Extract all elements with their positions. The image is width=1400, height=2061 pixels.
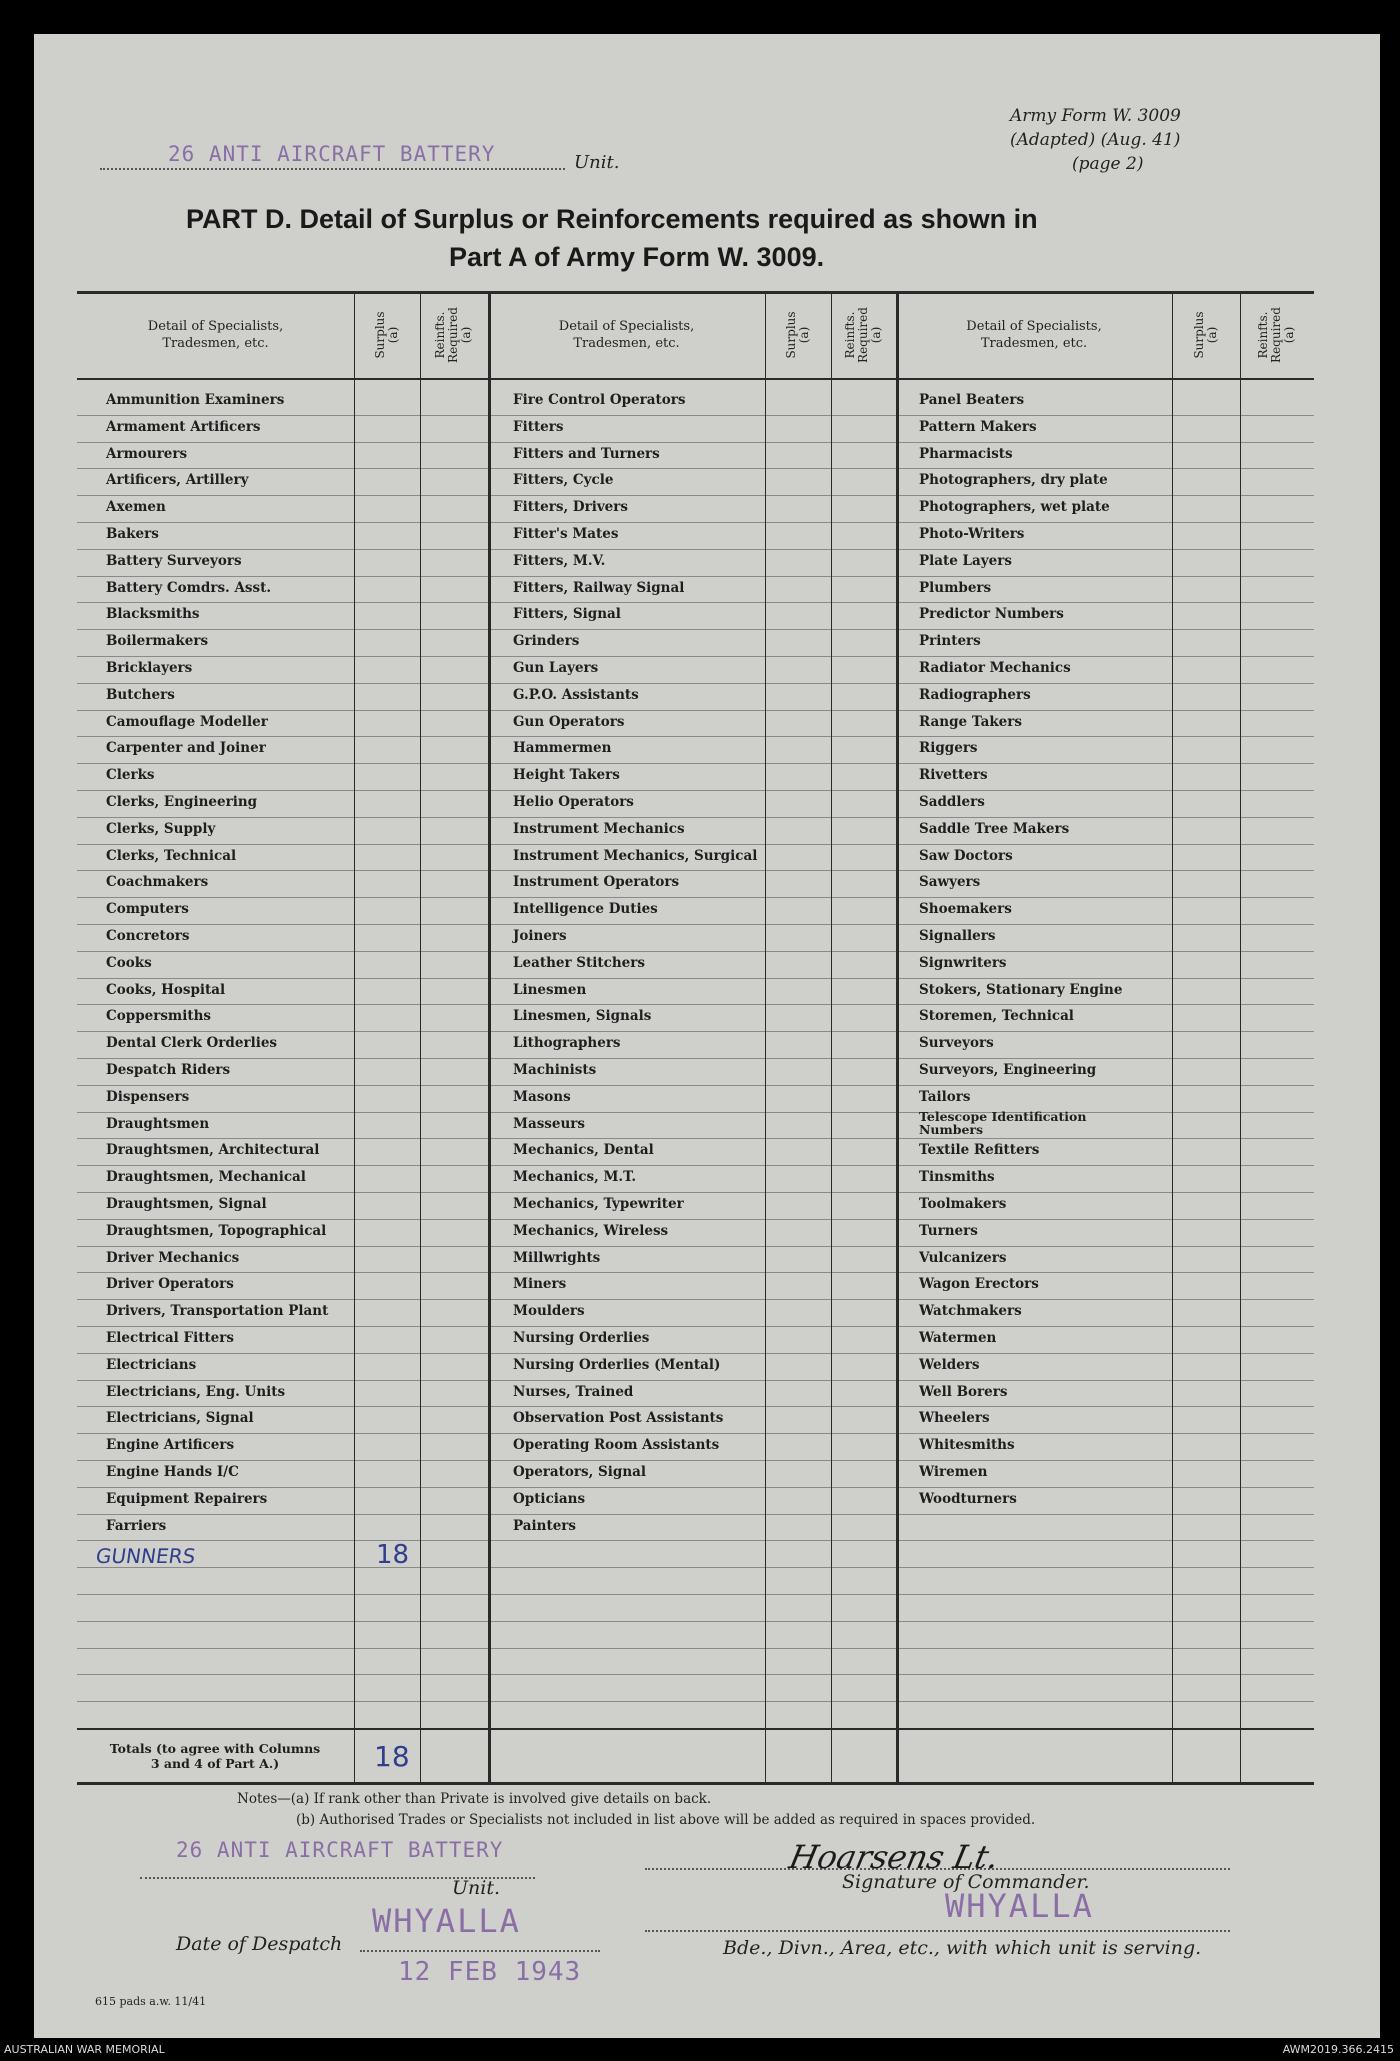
- table-bottom-rule: [77, 1782, 1314, 1785]
- trade-name: Joiners: [513, 928, 567, 944]
- table-row-rule: [77, 1219, 1314, 1220]
- trade-name: Instrument Operators: [513, 874, 680, 890]
- detail-header-line1: Detail of Specialists,: [558, 319, 695, 334]
- trade-name: Watermen: [919, 1330, 997, 1346]
- table-row-rule: [77, 763, 1314, 764]
- table-row-rule: [77, 1246, 1314, 1247]
- table-row-rule: [77, 602, 1314, 603]
- trade-name: Storemen, Technical: [919, 1008, 1074, 1024]
- trade-name: Mechanics, Typewriter: [513, 1196, 684, 1212]
- surplus-header: [785, 295, 811, 375]
- trade-name: Radiographers: [919, 687, 1031, 703]
- date-place-stamp: WHYALLA: [372, 1902, 521, 1940]
- table-row-rule: [77, 1487, 1314, 1488]
- surplus-header-text: Surplus: [784, 311, 798, 359]
- trade-name: Woodturners: [919, 1491, 1017, 1507]
- date-label: Date of Despatch: [176, 1933, 343, 1955]
- reinforcements-header: [844, 295, 884, 375]
- surplus-header: [1193, 295, 1219, 375]
- date-line: [360, 1950, 600, 1952]
- column-divider: [831, 291, 832, 1782]
- reinforcements-header-sub: (a): [459, 326, 473, 344]
- table-row-rule: [77, 1380, 1314, 1381]
- surplus-header-sub: (a): [386, 326, 400, 344]
- unit-dotted-line: [100, 168, 565, 170]
- trade-name: Computers: [106, 901, 189, 917]
- table-row-rule: [77, 1433, 1314, 1434]
- totals-label-line2: 3 and 4 of Part A.): [150, 1756, 280, 1771]
- table-row-rule: [77, 1004, 1314, 1005]
- trade-name: Shoemakers: [919, 901, 1012, 917]
- trade-name: Rivetters: [919, 767, 988, 783]
- trade-name: Wagon Erectors: [919, 1276, 1039, 1292]
- note-b: (b) Authorised Trades or Specialists not included in list above will be added as required in spaces provided.: [296, 1812, 1036, 1828]
- trade-name: Electrical Fitters: [106, 1330, 234, 1346]
- trade-name: Farriers: [106, 1518, 167, 1534]
- table-row-rule: [77, 844, 1314, 845]
- archive-caption-bar: [0, 2040, 1400, 2061]
- reinforcements-header: [1257, 295, 1297, 375]
- trade-name: Stokers, Stationary Engine: [919, 982, 1123, 998]
- trade-name: Bricklayers: [106, 660, 193, 676]
- detail-header-line2: Tradesmen, etc.: [980, 336, 1088, 351]
- trade-name: Battery Surveyors: [106, 553, 242, 569]
- trade-name: Fire Control Operators: [513, 392, 686, 408]
- table-row-rule: [77, 1192, 1314, 1193]
- bde-label: Bde., Divn., Area, etc., with which unit is serving.: [723, 1937, 1202, 1959]
- trade-name: Pattern Makers: [919, 419, 1037, 435]
- trade-name: Leather Stitchers: [513, 955, 645, 971]
- trade-name: Electricians, Eng. Units: [106, 1384, 286, 1400]
- trade-name: Tailors: [919, 1089, 971, 1105]
- trade-name: Operating Room Assistants: [513, 1437, 720, 1453]
- trade-name: Clerks, Engineering: [106, 794, 258, 810]
- trade-name: Gun Layers: [513, 660, 599, 676]
- table-row-rule: [77, 468, 1314, 469]
- reinforcements-header-line1: Reinfts.: [842, 311, 857, 359]
- trade-name: Whitesmiths: [919, 1437, 1015, 1453]
- table-row-rule: [77, 522, 1314, 523]
- table-row-rule: [77, 495, 1314, 496]
- table-row-rule: [77, 1540, 1314, 1541]
- table-row-rule: [77, 736, 1314, 737]
- handwritten-trade-entry: GUNNERS: [94, 1544, 197, 1568]
- trade-name: Linesmen: [513, 982, 587, 998]
- trade-name: Lithographers: [513, 1035, 621, 1051]
- trade-name: Ammunition Examiners: [106, 392, 285, 408]
- handwritten-surplus-value: 18: [376, 1540, 410, 1570]
- trade-name: Battery Comdrs. Asst.: [106, 580, 272, 596]
- archive-left-caption: AUSTRALIAN WAR MEMORIAL: [4, 2043, 165, 2056]
- trade-name: Millwrights: [513, 1250, 601, 1266]
- footer-unit-label: Unit.: [452, 1877, 501, 1899]
- table-row-rule: [77, 1594, 1314, 1595]
- reinforcements-header: [434, 295, 474, 375]
- trade-name: Camouflage Modeller: [106, 714, 268, 730]
- trade-name: Driver Operators: [106, 1276, 234, 1292]
- trade-name: Pharmacists: [919, 446, 1013, 462]
- trade-name: Fitters, Signal: [513, 606, 621, 622]
- detail-header-line1: Detail of Specialists,: [147, 319, 284, 334]
- trade-name: Instrument Mechanics, Surgical: [513, 848, 758, 864]
- trade-name: Concretors: [106, 928, 190, 944]
- trade-name: Photographers, wet plate: [919, 499, 1110, 515]
- trade-name: Toolmakers: [919, 1196, 1007, 1212]
- table-row-rule: [77, 978, 1314, 979]
- trade-name: Electricians: [106, 1357, 197, 1373]
- unit-stamp: 26 ANTI AIRCRAFT BATTERY: [168, 142, 496, 166]
- trade-name: Mechanics, M.T.: [513, 1169, 637, 1185]
- trade-name: Sawyers: [919, 874, 981, 890]
- trade-name: Clerks, Technical: [106, 848, 237, 864]
- table-row-rule: [77, 1165, 1314, 1166]
- trade-name: Butchers: [106, 687, 175, 703]
- table-row-rule: [77, 549, 1314, 550]
- table-row-rule: [77, 1701, 1314, 1702]
- trade-name: Surveyors, Engineering: [919, 1062, 1097, 1078]
- trade-name: Clerks, Supply: [106, 821, 216, 837]
- trade-name: Draughtsmen, Mechanical: [106, 1169, 306, 1185]
- table-row-rule: [77, 1353, 1314, 1354]
- trade-name: Armament Artificers: [106, 419, 261, 435]
- table-row-rule: [77, 1514, 1314, 1515]
- trade-name: Driver Mechanics: [106, 1250, 240, 1266]
- trade-name: Height Takers: [513, 767, 620, 783]
- trade-name: Predictor Numbers: [919, 606, 1064, 622]
- trade-name: Draughtsmen, Signal: [106, 1196, 267, 1212]
- form-id-line2: (Adapted) (Aug. 41): [1010, 130, 1181, 150]
- trade-name: Axemen: [106, 499, 166, 515]
- trade-name: Clerks: [106, 767, 155, 783]
- table-row-rule: [77, 1299, 1314, 1300]
- reinforcements-header-line2: Required: [446, 307, 460, 363]
- column-divider: [1172, 291, 1173, 1782]
- table-row-rule: [77, 1085, 1314, 1086]
- form-id-line3: (page 2): [1072, 154, 1144, 174]
- trade-name: Observation Post Assistants: [513, 1410, 724, 1426]
- trade-name: Dispensers: [106, 1089, 190, 1105]
- table-row-rule: [77, 1460, 1314, 1461]
- trade-name: Fitters, M.V.: [513, 553, 606, 569]
- trade-name: Linesmen, Signals: [513, 1008, 652, 1024]
- table-row-rule: [77, 415, 1314, 416]
- trade-name: Cooks, Hospital: [106, 982, 226, 998]
- trade-name: Equipment Repairers: [106, 1491, 268, 1507]
- trade-name: Masseurs: [513, 1116, 586, 1132]
- trade-name: Textile Refitters: [919, 1142, 1040, 1158]
- detail-header: [488, 318, 765, 352]
- trade-name: G.P.O. Assistants: [513, 687, 639, 703]
- trade-name: Painters: [513, 1518, 577, 1534]
- reinforcements-header-line1: Reinfts.: [433, 311, 447, 359]
- trade-name: Electricians, Signal: [106, 1410, 254, 1426]
- trade-name: Saw Doctors: [919, 848, 1013, 864]
- table-row-rule: [77, 1406, 1314, 1407]
- trade-name: Opticians: [513, 1491, 586, 1507]
- trade-name: Hammermen: [513, 740, 612, 756]
- table-totals-rule: [77, 1728, 1314, 1730]
- reinforcements-header-line1: Reinfts.: [1256, 311, 1270, 359]
- surplus-header-sub: (a): [797, 326, 811, 344]
- trade-name: Carpenter and Joiner: [106, 740, 266, 756]
- column-group-divider: [896, 291, 899, 1782]
- column-divider: [354, 291, 355, 1782]
- trade-name: Plumbers: [919, 580, 992, 596]
- column-group-divider: [488, 291, 491, 1782]
- trade-name: Photo-Writers: [919, 526, 1025, 542]
- table-row-rule: [77, 1272, 1314, 1273]
- trade-name: Dental Clerk Orderlies: [106, 1035, 278, 1051]
- trade-name: Coppersmiths: [106, 1008, 211, 1024]
- table-row-rule: [77, 1058, 1314, 1059]
- trade-name: Draughtsmen, Topographical: [106, 1223, 327, 1239]
- table-row-rule: [77, 1648, 1314, 1649]
- trade-name: Well Borers: [919, 1384, 1008, 1400]
- table-row-rule: [77, 710, 1314, 711]
- trade-name: Artificers, Artillery: [106, 472, 249, 488]
- trade-name: Watchmakers: [919, 1303, 1022, 1319]
- form-title-line1: PART D. Detail of Surplus or Reinforcements required as shown in: [186, 204, 1038, 234]
- signature-label: Signature of Commander.: [842, 1871, 1090, 1893]
- trade-name: Nursing Orderlies (Mental): [513, 1357, 721, 1373]
- trade-name: Fitters: [513, 419, 564, 435]
- trade-name: Tinsmiths: [919, 1169, 995, 1185]
- trade-name: Fitter's Mates: [513, 526, 619, 542]
- table-row-rule: [77, 656, 1314, 657]
- table-row-rule: [77, 897, 1314, 898]
- table-row-rule: [77, 1326, 1314, 1327]
- table-header-rule: [77, 378, 1314, 380]
- trade-name: Photographers, dry plate: [919, 472, 1108, 488]
- column-divider: [1240, 291, 1241, 1782]
- detail-header: [896, 318, 1172, 352]
- trade-name: Blacksmiths: [106, 606, 200, 622]
- table-row-rule: [77, 870, 1314, 871]
- trade-name: Wheelers: [919, 1410, 990, 1426]
- trade-name: Nurses, Trained: [513, 1384, 634, 1400]
- table-row-rule: [77, 1112, 1314, 1113]
- bde-line: [645, 1930, 1230, 1932]
- detail-header-line2: Tradesmen, etc.: [162, 336, 269, 351]
- trade-name: Telescope Identification Numbers: [919, 1109, 1087, 1137]
- trade-name: Mechanics, Dental: [513, 1142, 654, 1158]
- trade-name: Moulders: [513, 1303, 585, 1319]
- trade-name: Signallers: [919, 928, 996, 944]
- trade-name: Coachmakers: [106, 874, 209, 890]
- column-divider: [420, 291, 421, 1782]
- unit-label: Unit.: [574, 152, 620, 173]
- surplus-header-text: Surplus: [373, 311, 387, 359]
- print-code: 615 pads a.w. 11/41: [95, 1995, 207, 2008]
- detail-header-line2: Tradesmen, etc.: [573, 336, 680, 351]
- trade-name: Masons: [513, 1089, 571, 1105]
- detail-header: [77, 318, 354, 352]
- table-row-rule: [77, 817, 1314, 818]
- trade-name: Printers: [919, 633, 981, 649]
- reinforcements-header-line2: Required: [855, 307, 870, 363]
- table-row-rule: [77, 1621, 1314, 1622]
- trade-name: Machinists: [513, 1062, 597, 1078]
- table-row-rule: [77, 790, 1314, 791]
- trade-name: Signwriters: [919, 955, 1007, 971]
- totals-label: [84, 1741, 346, 1771]
- reinforcements-header-sub: (a): [868, 326, 883, 344]
- table-row-rule: [77, 442, 1314, 443]
- archive-right-caption: AWM2019.366.2415: [1282, 2043, 1394, 2056]
- table-row-rule: [77, 1031, 1314, 1032]
- table-row-rule: [77, 1138, 1314, 1139]
- surplus-header-sub: (a): [1205, 326, 1219, 344]
- trade-name: Saddle Tree Makers: [919, 821, 1070, 837]
- trade-name: Armourers: [106, 446, 188, 462]
- trade-name: Instrument Mechanics: [513, 821, 685, 837]
- trade-name: Fitters, Drivers: [513, 499, 628, 515]
- trade-name: Radiator Mechanics: [919, 660, 1071, 676]
- totals-surplus-value: 18: [374, 1740, 410, 1773]
- trade-name: Surveyors: [919, 1035, 994, 1051]
- trade-name: Engine Hands I/C: [106, 1464, 239, 1480]
- trade-name: Fitters and Turners: [513, 446, 660, 462]
- trade-name: Wiremen: [919, 1464, 988, 1480]
- table-row-rule: [77, 683, 1314, 684]
- table-row-rule: [77, 1674, 1314, 1675]
- trade-name: Operators, Signal: [513, 1464, 647, 1480]
- trade-name: Range Takers: [919, 714, 1022, 730]
- trade-name: Bakers: [106, 526, 159, 542]
- table-row-rule: [77, 629, 1314, 630]
- trade-name: Vulcanizers: [919, 1250, 1007, 1266]
- reinforcements-header-line2: Required: [1269, 307, 1283, 363]
- trade-name: Drivers, Transportation Plant: [106, 1303, 329, 1319]
- trade-name: Saddlers: [919, 794, 985, 810]
- trade-name: Engine Artificers: [106, 1437, 235, 1453]
- detail-header-line1: Detail of Specialists,: [966, 319, 1102, 334]
- trade-name: Intelligence Duties: [513, 901, 658, 917]
- totals-label-line1: Totals (to agree with Columns: [109, 1741, 321, 1756]
- trade-name: Riggers: [919, 740, 978, 756]
- table-row-rule: [77, 576, 1314, 577]
- surplus-header: [374, 295, 400, 375]
- table-row-rule: [77, 924, 1314, 925]
- footer-unit-stamp: 26 ANTI AIRCRAFT BATTERY: [176, 1838, 504, 1862]
- trade-name: Welders: [919, 1357, 980, 1373]
- trade-name: Cooks: [106, 955, 152, 971]
- trade-name: Despatch Riders: [106, 1062, 231, 1078]
- table-top-rule: [77, 291, 1314, 294]
- trade-name: Helio Operators: [513, 794, 634, 810]
- form-id-line1: Army Form W. 3009: [1010, 106, 1181, 126]
- note-a: Notes—(a) If rank other than Private is involved give details on back.: [237, 1791, 712, 1807]
- reinforcements-header-sub: (a): [1282, 326, 1296, 344]
- trade-name: Draughtsmen: [106, 1116, 210, 1132]
- trade-name: Fitters, Cycle: [513, 472, 614, 488]
- surplus-header-text: Surplus: [1192, 311, 1206, 359]
- date-stamp: 12 FEB 1943: [398, 1957, 582, 1987]
- trade-name: Draughtsmen, Architectural: [106, 1142, 320, 1158]
- column-divider: [765, 291, 766, 1782]
- trade-name: Nursing Orderlies: [513, 1330, 650, 1346]
- form-title-line2: Part A of Army Form W. 3009.: [449, 242, 825, 272]
- table-row-rule: [77, 1567, 1314, 1568]
- trade-name: Fitters, Railway Signal: [513, 580, 685, 596]
- trade-name: Turners: [919, 1223, 978, 1239]
- trade-name: Grinders: [513, 633, 580, 649]
- table-row-rule: [77, 951, 1314, 952]
- commander-signature: Hoarsens Lt.: [785, 1838, 1003, 1876]
- trade-name: Plate Layers: [919, 553, 1012, 569]
- trade-name: Miners: [513, 1276, 567, 1292]
- trade-name: Gun Operators: [513, 714, 625, 730]
- trade-name: Mechanics, Wireless: [513, 1223, 669, 1239]
- trade-name: Panel Beaters: [919, 392, 1025, 408]
- trade-name: Boilermakers: [106, 633, 209, 649]
- bde-stamp: WHYALLA: [945, 1887, 1094, 1925]
